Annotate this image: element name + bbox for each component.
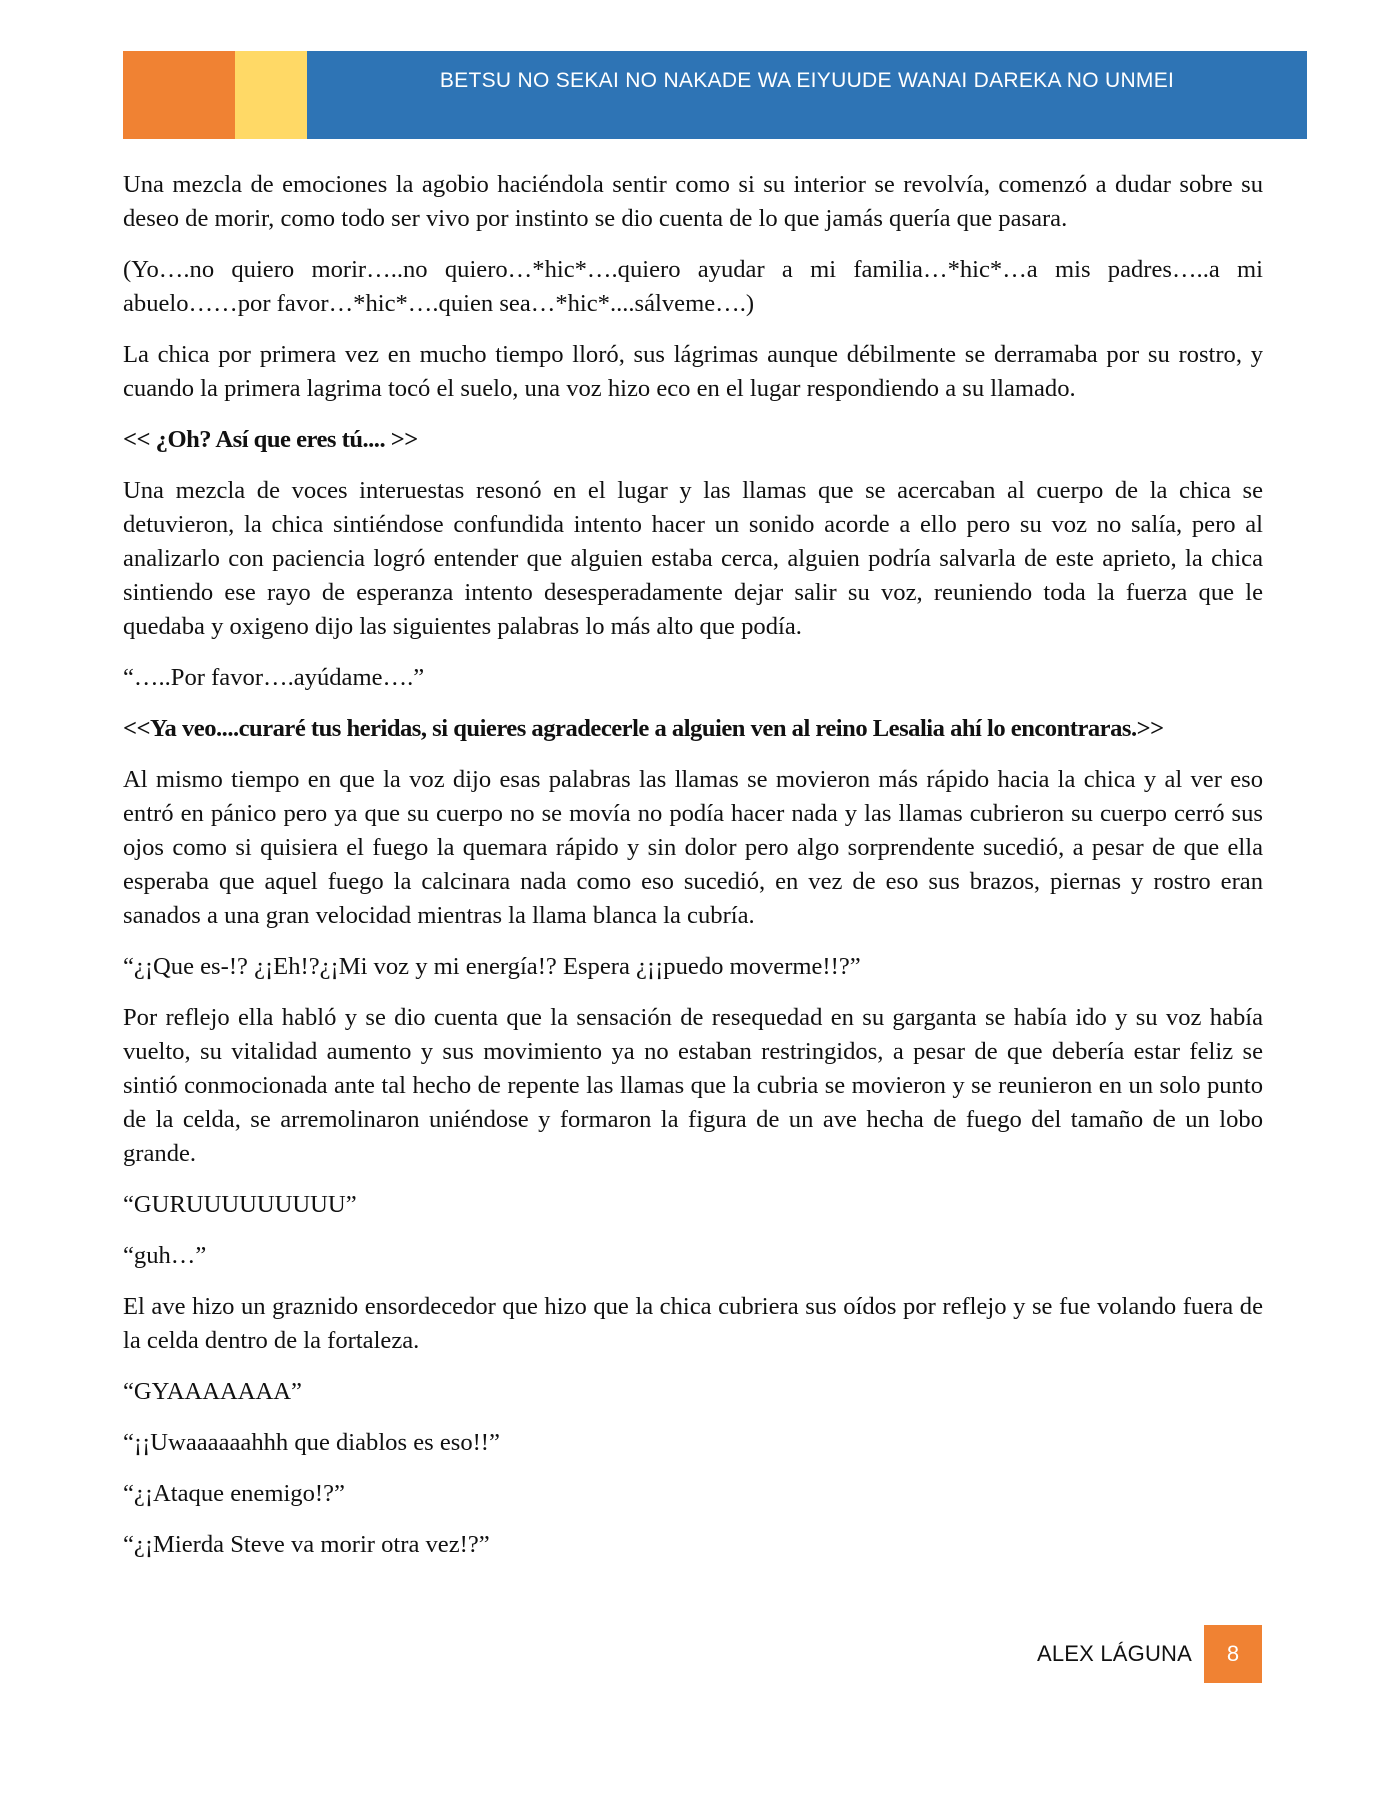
paragraph: “¿¡Que es-!? ¿¡Eh!?¿¡Mi voz y mi energía!? Espera ¿¡¡puedo moverme!!?” [123,953,861,980]
paragraph: Una mezcla de voces interuestas resonó en el lugar y las llamas que se acercaban al cuerpo de la chica se detuvieron, la chica sintiéndose confundida intento hacer un sonido acorde a ello pero su voz no salía, pero al analizarlo con paciencia logró entender que alguien estaba cerca, alguien podría salvarla de este aprieto, la chica sintiendo ese rayo de esperanza intento desesperadamente dejar salir su voz, reuniendo toda la fuerza que le quedaba y oxigeno dijo las siguientes palabras lo más alto que podía. [123,477,1263,640]
paragraph: <<Ya veo....curaré tus heridas, si quieres agradecerle a alguien ven al reino Lesalia ahí lo encontraras.>> [123,715,1164,742]
header-title-bar [307,51,1307,139]
page-body [123,168,1263,1579]
page-header [123,51,1307,139]
paragraph: “GYAAAAAAA” [123,1378,302,1405]
page-footer [1037,1625,1262,1683]
paragraph: La chica por primera vez en mucho tiempo lloró, sus lágrimas aunque débilmente se derramaba por su rostro, y cuando la primera lagrima tocó el suelo, una voz hizo eco en el lugar respondiendo a su llamado. [123,341,1263,402]
paragraph: “guh…” [123,1242,207,1269]
page-number-badge: 8 [1204,1625,1262,1683]
paragraph: “¡¡Uwaaaaaahhh que diablos es eso!!” [123,1429,500,1456]
author-name: ALEX LÁGUNA [1036,1641,1192,1666]
paragraph: “…..Por favor….ayúdame….” [123,664,425,691]
paragraph: (Yo….no quiero morir…..no quiero…*hic*….quiero ayudar a mi familia…*hic*…a mis padres…..a mi abuelo……por favor…*hic*….quien sea…*hic*....sálveme….) [123,256,1263,317]
paragraph: “¿¡Mierda Steve va morir otra vez!?” [123,1531,490,1558]
header-orange-block [123,51,235,139]
paragraph: “GURUUUUUUUUU” [123,1191,357,1218]
paragraph: Una mezcla de emociones la agobio haciéndola sentir como si su interior se revolvía, comenzó a dudar sobre su deseo de morir, como todo ser vivo por instinto se dio cuenta de lo que jamás quería que pasara. [123,171,1263,232]
paragraph: << ¿Oh? Así que eres tú.... >> [123,426,418,453]
paragraph: Al mismo tiempo en que la voz dijo esas palabras las llamas se movieron más rápido hacia la chica y al ver eso entró en pánico pero ya que su cuerpo no se movía no podía hacer nada y las llamas cubrieron su cuerpo cerró sus ojos como si quisiera el fuego la quemara rápido y sin dolor pero algo sorprendente sucedió, a pesar de que ella esperaba que aquel fuego la calcinara nada como eso sucedió, en vez de eso sus brazos, piernas y rostro eran sanados a una gran velocidad mientras la llama blanca la cubría. [123,766,1263,929]
paragraph: Por reflejo ella habló y se dio cuenta que la sensación de resequedad en su garganta se había ido y su voz había vuelto, su vitalidad aumento y sus movimiento ya no estaban restringidos, a pesar de que debería estar feliz se sintió conmocionada ante tal hecho de repente las llamas que la cubria se movieron y se reunieron en un solo punto de la celda, se arremolinaron uniéndose y formaron la figura de un ave hecha de fuego del tamaño de un lobo grande. [123,1004,1263,1167]
header-title: BETSU NO SEKAI NO NAKADE WA EIYUUDE WANAI DAREKA NO UNMEI [439,69,1175,92]
paragraph: El ave hizo un graznido ensordecedor que hizo que la chica cubriera sus oídos por reflejo y se fue volando fuera de la celda dentro de la fortaleza. [123,1293,1263,1354]
paragraph: “¿¡Ataque enemigo!?” [123,1480,345,1507]
header-yellow-block [235,51,307,139]
